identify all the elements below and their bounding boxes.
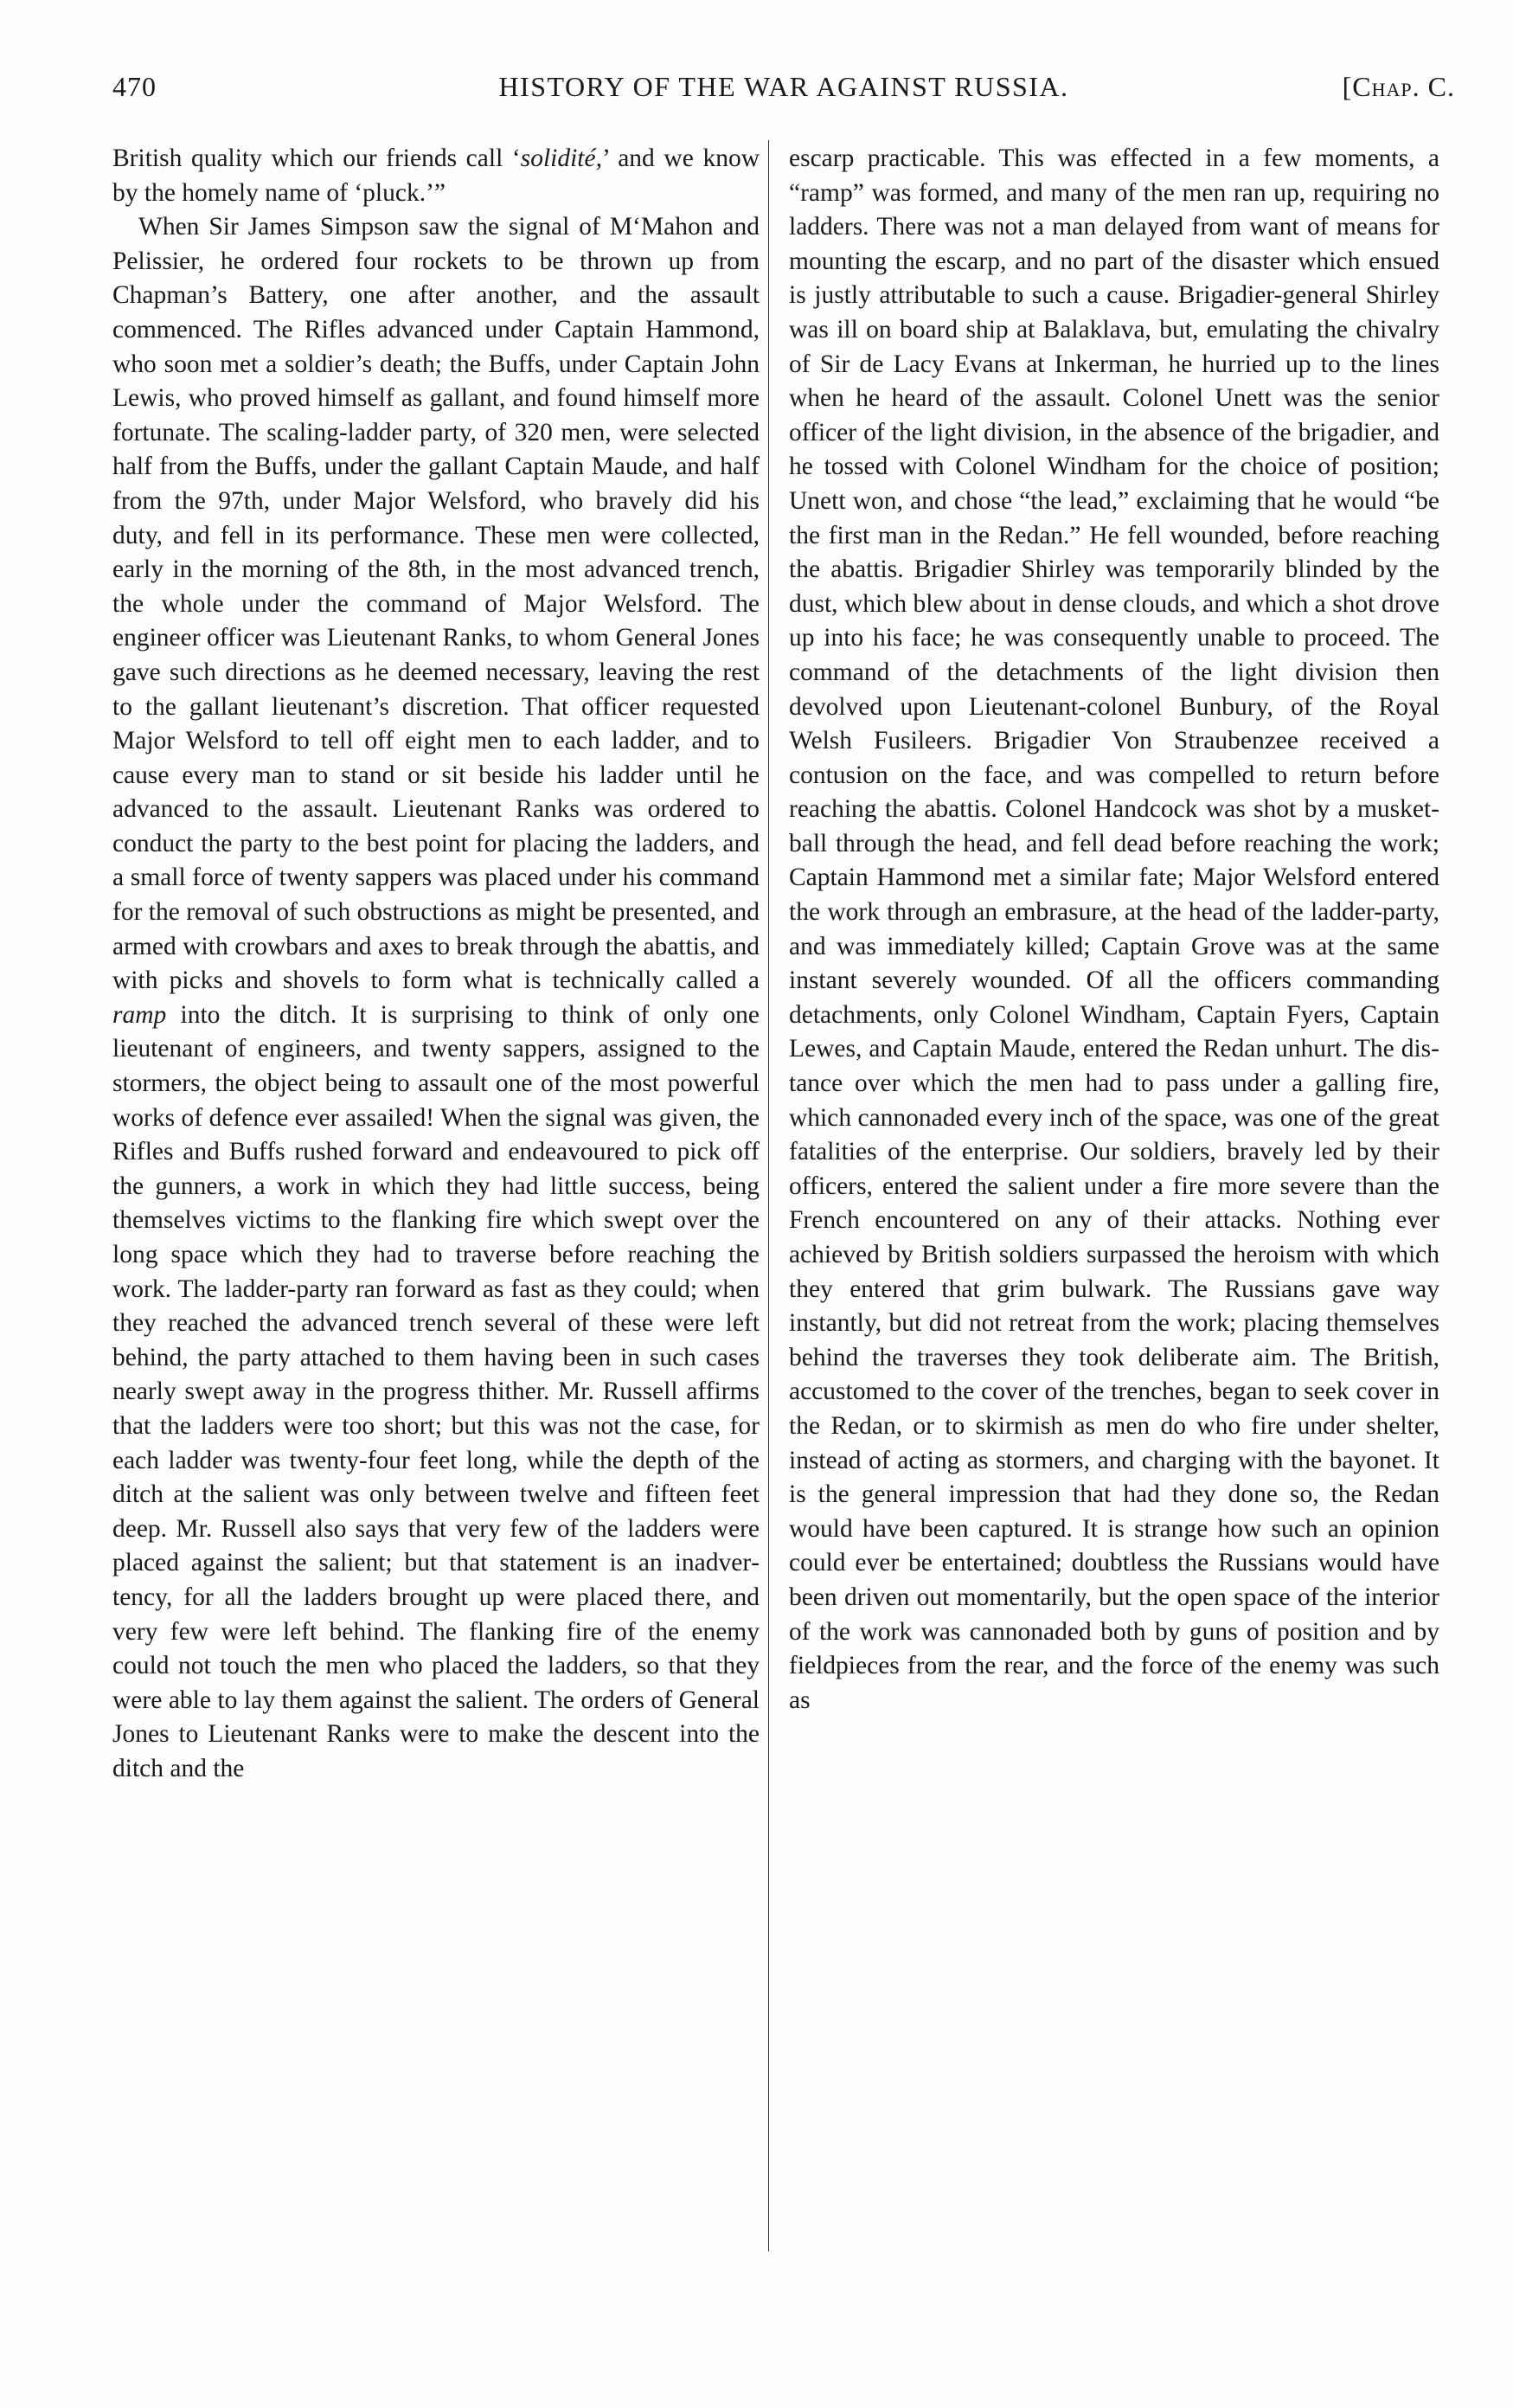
text-run: ’ and we know by the homely name of ‘pluck.’”: [112, 144, 760, 207]
left-column: [112, 142, 760, 1787]
page-number: 470: [112, 71, 157, 102]
running-title: HISTORY OF THE WAR AGAINST RUSSIA.: [498, 71, 1069, 102]
text-run: British quality which our friends call ‘: [112, 144, 521, 172]
column-divider: [768, 140, 769, 2251]
italic-term-solidite: solidité,: [520, 144, 602, 172]
text-run: When Sir James Simpson saw the signal of M‘Mahon and Pelissier, he ordered four rockets to be thrown up from Chapman’s Battery, one after another, and the assault commenced. The Rifles advanced under Captain Hammond, who soon met a soldier’s death; the Buffs, under Captain John Lewis, who proved himself as gallant, and found himself more fortunate. The scaling-ladder party, of 320 men, were selected half from the Buffs, under the gallant Captain Maude, and half from the 97th, under Major Welsford, who bravely did his duty, and fell in its performance. These men were collected, early in the morning of the 8th, in the most advanced trench, the whole under the command of Major Welsford. The engineer officer was Lieutenant Ranks, to whom General Jones gave such directions as he deemed necessary, leaving the rest to the gallant lieutenant’s discretion. That officer requested Major Welsford to tell off eight men to each ladder, and to cause every man to stand or sit beside his ladder until he advanced to the assault. Lieutenant Ranks was ordered to conduct the party to the best point for placing the ladders, and a small force of twenty sappers was placed under his command for the removal of such obstructions as might be presented, and armed with crowbars and axes to break through the abattis, and with picks and shovels to form what is technically called a: [112, 213, 760, 995]
right-column: [789, 142, 1439, 1718]
text-run: into the ditch. It is surprising to think of only one lieutenant of engineers, and twenty sappers, assigned to the stormers, the object being to assault one of the most powerful works of defence ever assailed! When the signal was given, the Rifles and Buffs rushed forward and endeavoured to pick off the gunners, a work in which they had little success, being themselves victims to the flanking fire which swept over the long space which they had to traverse before reaching the work. The ladder-party ran forward as fast as they could; when they reached the advanced trench several of these were left behind, the party attached to them having been in such cases nearly swept away in the progress thither. Mr. Russell affirms that the ladders were too short; but this was not the case, for each ladder was twenty-four feet long, while the depth of the ditch at the salient was only between twelve and fifteen feet deep. Mr. Russell also says that very few of the ladders were placed against the salient; but that statement is an inadvertency, for all the ladders brought up were placed there, and very few were left behind. The flanking fire of the enemy could not touch the men who placed the ladders, so that they were able to lay them against the salient. The orders of General Jones to Lieutenant Ranks were to make the descent into the ditch and the: [112, 1000, 760, 1782]
italic-term-ramp: ramp: [112, 1000, 167, 1029]
running-head: [112, 71, 1455, 109]
paragraph-continued-right: escarp practicable. This was effected in a few moments, a “ramp” was formed, and many of the men ran up, requiring no ladders. There was not a man delayed from want of means for mounting the escarp, and no part of the disaster which ensued is justly attributable to such a cause. Brigadier-general Shirley was ill on board ship at Balaklava, but, emulating the chivalry of Sir de Lacy Evans at Inkerman, he hurried up to the lines when he heard of the assault. Colonel Unett was the senior officer of the light division, in the absence of the brigadier, and he tossed with Colonel Windham for the choice of position; Unett won, and chose “the lead,” exclaiming that he would “be the first man in the Redan.” He fell wounded, before reaching the abattis. Brigadier Shirley was temporarily blinded by the dust, which blew about in dense clouds, and which a shot drove up into his face; he was consequently unable to proceed. The command of the detachments of the light division then devolved upon Lieutenant-colonel Bunbury, of the Royal Welsh Fusileers. Brigadier Von Straubenzee received a contusion on the face, and was compelled to return before reaching the abattis. Colonel Handcock was shot by a musket-ball through the head, and fell dead before reaching the work; Captain Hammond met a similar fate; Major Welsford entered the work through an embrasure, at the head of the ladder-party, and was immediately killed; Captain Grove was at the same instant severely wounded. Of all the officers commanding detachments, only Colonel Windham, Captain Fyers, Captain Lewes, and Captain Maude, entered the Redan unhurt. The distance over which the men had to pass under a galling fire, which cannonaded every inch of the space, was one of the great fatalities of the enterprise. Our soldiers, bravely led by their officers, entered the salient under a fire more severe than the French encountered on any of their attacks. Nothing ever achieved by British soldiers surpassed the heroism with which they entered that grim bulwark. The Russians gave way instantly, but did not retreat from the work; placing themselves behind the traverses they took deliberate aim. The British, accustomed to the cover of the trenches, began to seek cover in the Redan, or to skirmish as men do who fire under shelter, instead of acting as stormers, and charging with the bayonet. It is the general impression that had they done so, the Redan would have been captured. It is strange how such an opinion could ever be entertained; doubtless the Russians would have been driven out momentarily, but the open space of the interior of the work was cannonaded both by guns of position and by fieldpieces from the rear, and the force of the enemy was such as: [789, 144, 1439, 1714]
chapter-label: [Chap. C.: [1342, 71, 1455, 102]
paragraph-continued: [112, 142, 760, 210]
paragraph-assault: [112, 210, 760, 1786]
